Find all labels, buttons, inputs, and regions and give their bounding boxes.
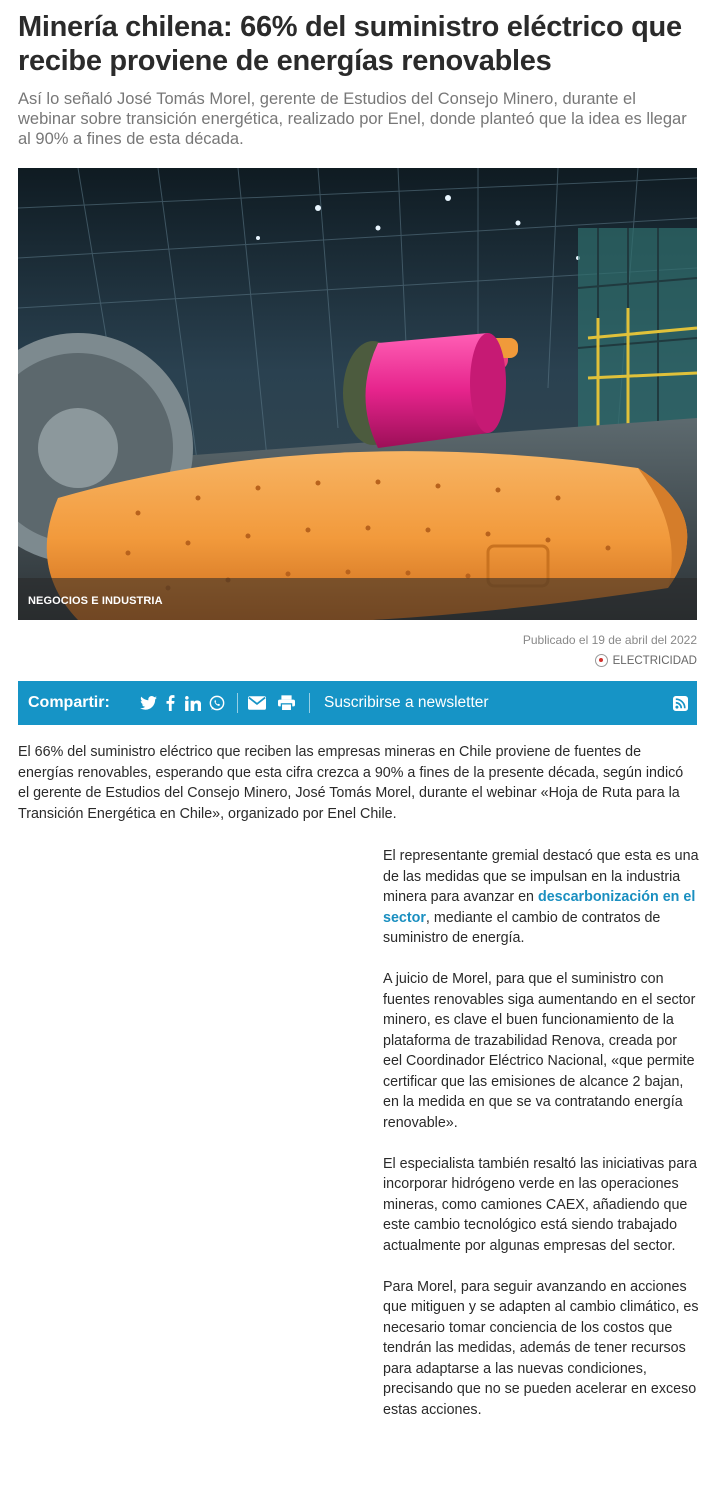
category-icon: [595, 654, 608, 667]
twitter-icon[interactable]: [139, 694, 157, 712]
article-headline: Minería chilena: 66% del suministro eléctrico que recibe proviene de energías renovables: [18, 11, 682, 77]
body-paragraph: Para Morel, para seguir avanzando en acciones que mitiguen y se adapten al cambio climático, es necesario tomar conciencia de los costos que tendrán las medidas, además de tener recursos para adaptarse a las nuevas condiciones, precisando que no se pueden acelerar en exceso estas acciones.: [383, 1278, 699, 1418]
hero-image: [18, 168, 697, 620]
category-tag[interactable]: [595, 654, 697, 667]
share-divider: [309, 693, 310, 713]
published-date: Publicado el 19 de abril del 2022: [522, 633, 697, 647]
intro-paragraph: El 66% del suministro eléctrico que reciben las empresas mineras en Chile proviene de fuentes de energías renovables, esperando que esta cifra crezca a 90% a fines de la presente década, según indicó el gerente de Estudios del Consejo Minero, José Tomás Morel, durante el webinar «Hoja de Ruta para la Transición Energética en Chile», organizado por Enel Chile.: [18, 744, 684, 822]
decarbonization-link[interactable]: descarbonización en el sector: [383, 889, 696, 926]
body-paragraph: [383, 846, 699, 949]
share-bar: [18, 681, 697, 725]
whatsapp-icon[interactable]: [208, 694, 225, 712]
share-label: Compartir:: [28, 694, 110, 711]
paragraph-text: , mediante el cambio de contratos de suministro de energía.: [383, 909, 661, 946]
section-tag[interactable]: NEGOCIOS E INDUSTRIA: [28, 595, 163, 607]
share-divider: [237, 693, 238, 713]
image-caption-bar: [18, 578, 697, 620]
email-icon[interactable]: [247, 694, 266, 712]
body-paragraph: El especialista también resaltó las iniciativas para incorporar hidrógeno verde en las operaciones mineras, como camiones CAEX, añadiendo que este cambio tecnológico está siendo trabajado actualmente por algunas empresas del sector.: [383, 1155, 697, 1254]
body-paragraph: A juicio de Morel, para que el suministro con fuentes renovables siga aumentando en el sector minero, es clave el buen funcionamiento de la plataforma de trazabilidad Renova, creada por eel Coordinador Eléctrico Nacional, «que permite certificar que las emisiones de alcance 2 bajan, en la medida en que se va contratando energía renovable».: [383, 971, 696, 1131]
article-body-column: [383, 846, 699, 1441]
mill-photo: [18, 168, 697, 620]
print-icon[interactable]: [277, 694, 296, 712]
rss-icon[interactable]: [673, 696, 688, 711]
paragraph-text: El representante gremial destacó que esta es una de las medidas que se impulsan en la industria minera para avanzar en: [383, 848, 699, 905]
category-label[interactable]: ELECTRICIDAD: [612, 654, 697, 667]
linkedin-icon[interactable]: [184, 694, 201, 712]
article-lead: Así lo señaló José Tomás Morel, gerente de Estudios del Consejo Minero, durante el webinar sobre transición energética, realizado por Enel, donde planteó que la idea es llegar al 90% a fines de esta década.: [18, 90, 687, 148]
facebook-icon[interactable]: [164, 694, 176, 712]
newsletter-link[interactable]: Suscribirse a newsletter: [324, 694, 489, 711]
